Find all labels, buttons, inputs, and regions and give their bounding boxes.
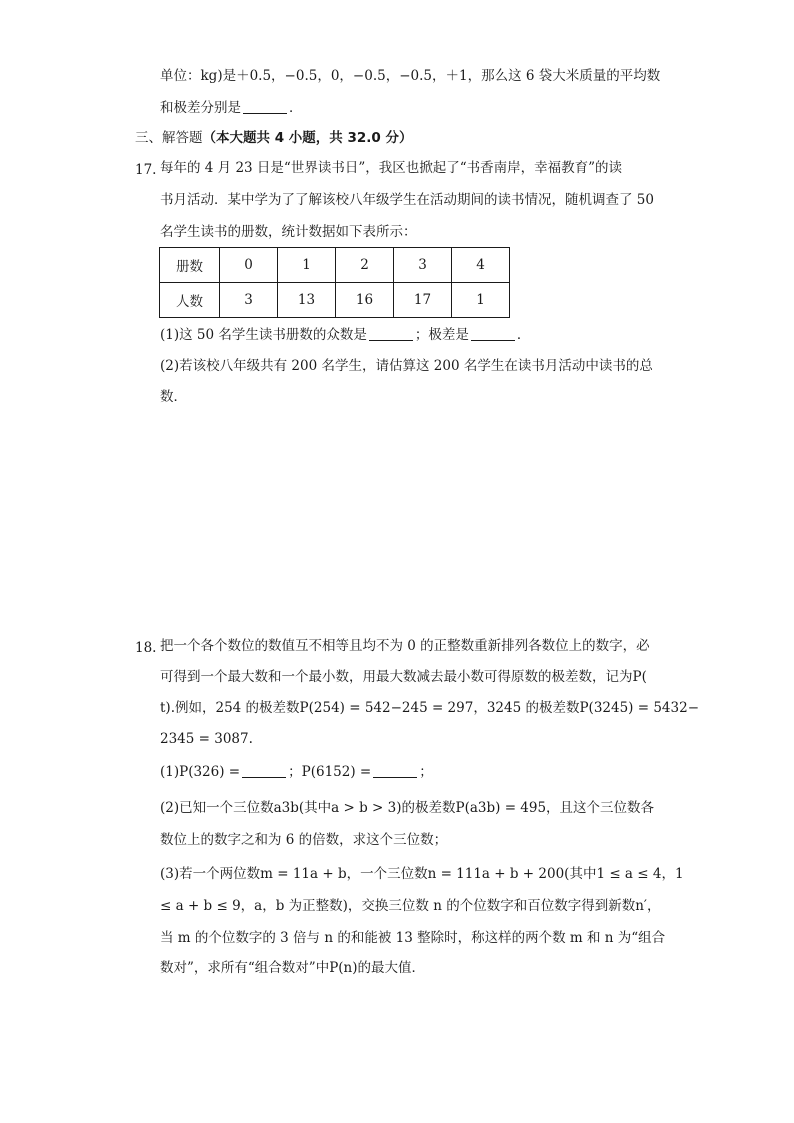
answer-blank bbox=[242, 763, 286, 778]
q17-data-table bbox=[159, 247, 510, 318]
q18-line3: t).例如，254 的极差数P(254) = 542−245 = 297，3245 的极差数P(3245) = 5432− bbox=[160, 700, 700, 716]
q18-sub1-b: ；P(6152) = bbox=[288, 764, 372, 780]
answer-blank bbox=[471, 326, 515, 341]
table-cell: 16 bbox=[336, 283, 394, 318]
q17-line2: 书月活动．某中学为了了解该校八年级学生在活动期间的读书情况，随机调查了 50 bbox=[160, 192, 654, 208]
table-row bbox=[160, 248, 510, 283]
q18-sub3-line2: ≤ a + b ≤ 9，a，b 为正整数)，交换三位数 n 的个位数字和百位数字得到新数n′， bbox=[160, 898, 661, 914]
q18-sub3-line1: (3)若一个两位数m = 11a + b，一个三位数n = 111a + b + 200(其中1 ≤ a ≤ 4，1 bbox=[160, 866, 684, 882]
table-cell: 3 bbox=[220, 283, 278, 318]
answer-blank bbox=[369, 326, 413, 341]
table-cell: 0 bbox=[220, 248, 278, 283]
q16-text-after-blank: ． bbox=[289, 100, 303, 116]
table-cell: 2 bbox=[336, 248, 394, 283]
q17-sub2-line2: 数． bbox=[160, 389, 187, 405]
section-heading bbox=[135, 128, 413, 148]
table-cell: 册数 bbox=[160, 248, 220, 283]
q18-line2: 可得到一个最大数和一个最小数，用最大数减去最小数可得原数的极差数，记为P( bbox=[160, 669, 647, 685]
q17-sub1-middle: ；极差是 bbox=[414, 327, 469, 343]
q16-continuation-line1: 单位：kg)是＋0.5，−0.5，0，−0.5，−0.5，＋1，那么这 6 袋大米质量的平均数 bbox=[160, 68, 661, 84]
q18-sub2-line2: 数位上的数字之和为 6 的倍数，求这个三位数； bbox=[160, 832, 448, 848]
table-cell: 3 bbox=[394, 248, 452, 283]
table-cell: 1 bbox=[452, 283, 510, 318]
table-cell: 17 bbox=[394, 283, 452, 318]
q18-sub1-c: ； bbox=[419, 764, 433, 780]
table-cell: 4 bbox=[452, 248, 510, 283]
q18-sub1-a: (1)P(326) = bbox=[160, 764, 241, 780]
table-cell: 13 bbox=[278, 283, 336, 318]
q17-sub2-line1: (2)若该校八年级共有 200 名学生，请估算这 200 名学生在读书月活动中读书的总 bbox=[160, 358, 653, 374]
q18-line4: 2345 = 3087. bbox=[160, 731, 253, 747]
q18-number: 18. bbox=[135, 640, 157, 656]
answer-blank bbox=[373, 763, 417, 778]
q17-number: 17. bbox=[135, 162, 157, 178]
q18-sub3-line3: 当 m 的个位数字的 3 倍与 n 的和能被 13 整除时，称这样的两个数 m 和 n 为“组合 bbox=[160, 930, 666, 946]
q18-sub2-line1: (2)已知一个三位数a3b(其中a > b > 3)的极差数P(a3b) = 495，且这个三位数各 bbox=[160, 800, 655, 816]
q16-continuation-line2 bbox=[160, 98, 303, 118]
q17-sub1 bbox=[160, 325, 530, 345]
q17-line1: 每年的 4 月 23 日是“世界读书日”，我区也掀起了“书香南岸，幸福教育”的读 bbox=[160, 160, 623, 176]
q17-sub1-text: (1)这 50 名学生读书册数的众数是 bbox=[160, 327, 367, 343]
q17-sub1-end: ． bbox=[516, 327, 531, 343]
section-info: （本大题共 4 小题，共 32.0 分） bbox=[202, 130, 413, 146]
q16-text-before-blank: 和极差分别是 bbox=[160, 100, 241, 116]
table-cell: 人数 bbox=[160, 283, 220, 318]
section-label: 三、解答题 bbox=[135, 130, 203, 146]
q18-sub3-line4: 数对”，求所有“组合数对”中P(n)的最大值． bbox=[160, 960, 426, 976]
answer-blank bbox=[243, 99, 287, 114]
q17-line3: 名学生读书的册数，统计数据如下表所示： bbox=[160, 224, 417, 240]
q18-line1: 把一个各个数位的数值互不相等且均不为 0 的正整数重新排列各数位上的数字，必 bbox=[160, 638, 650, 654]
q18-sub1 bbox=[160, 762, 433, 782]
table-row bbox=[160, 283, 510, 318]
table-cell: 1 bbox=[278, 248, 336, 283]
